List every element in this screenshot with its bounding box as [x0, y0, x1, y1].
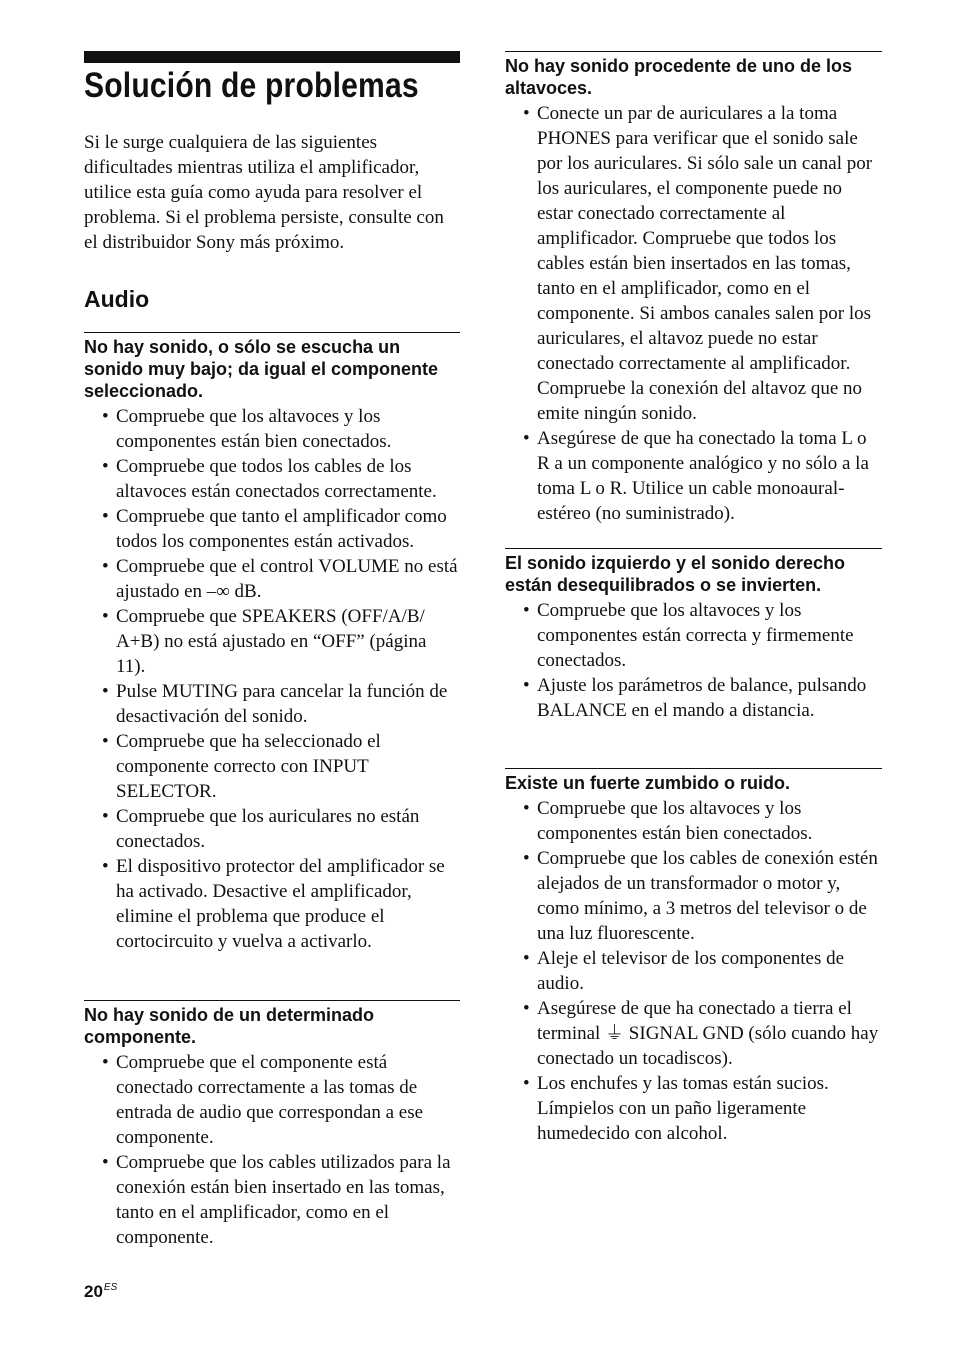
block-no-sound-component	[84, 1000, 460, 1250]
block-no-sound	[84, 332, 460, 954]
list-item: • Compruebe que los altavoces y los componentes están bien conectados.	[102, 406, 392, 452]
list-item: • Compruebe que los altavoces y los componentes están bien conectados.	[523, 798, 813, 844]
bullet-list	[505, 796, 882, 1146]
list-item: • Compruebe que ha seleccionado el componente correcto con INPUT SELECTOR.	[102, 731, 381, 802]
list-item: • Compruebe que los cables utilizados para la conexión están bien insertado en las tomas, tanto en el amplificador, como en el componente.	[102, 1152, 451, 1248]
list-item: • Ajuste los parámetros de balance, pulsando BALANCE en el mando a distancia.	[523, 675, 867, 721]
page-lang: ES	[103, 1282, 118, 1293]
block-heading: No hay sonido de un determinado componente.	[84, 1005, 375, 1047]
list-item: • Pulse MUTING para cancelar la función de desactivación del sonido.	[102, 681, 448, 727]
bullet-list	[505, 598, 882, 723]
bullet-list	[505, 101, 882, 526]
list-item: • Compruebe que SPEAKERS (OFF/A/B/ A+B) no está ajustado en “OFF” (página 11).	[102, 606, 427, 677]
list-item: • Compruebe que los altavoces y los componentes están correcta y firmemente conectados.	[523, 600, 854, 671]
intro-paragraph: Si le surge cualquiera de las siguientes dificultades mientras utiliza el amplificador, utilice esta guía como ayuda para resolver el problema. Si el problema persiste, consulte con el distribuidor Sony más próximo.	[84, 132, 444, 253]
page-title: Solución de problemas	[84, 66, 419, 105]
list-item: • Compruebe que el control VOLUME no está ajustado en –∞ dB.	[102, 556, 458, 602]
list-item: • Los enchufes y las tomas están sucios. Límpielos con un paño ligeramente humedecido con alcohol.	[523, 1073, 829, 1144]
page-number: $20^{ES}$	[84, 1282, 118, 1301]
block-hum	[505, 768, 882, 1146]
list-item: • Compruebe que tanto el amplificador como todos los componentes están activados.	[102, 506, 447, 552]
divider	[84, 1000, 460, 1001]
list-item: • Compruebe que los auriculares no están conectados.	[102, 806, 420, 852]
divider	[84, 332, 460, 333]
block-heading: No hay sonido procedente de uno de los altavoces.	[505, 56, 853, 98]
list-item: • Compruebe que el componente está conectado correctamente a las tomas de entrada de audio que correspondan a ese componente.	[102, 1052, 424, 1148]
block-heading: Existe un fuerte zumbido o ruido.	[505, 773, 791, 793]
block-heading: El sonido izquierdo y el sonido derecho están desequilibrados o se invierten.	[505, 553, 846, 595]
divider	[505, 548, 882, 549]
block-unbalanced	[505, 548, 882, 723]
list-item: • Compruebe que los cables de conexión estén alejados de un transformador o motor y, como mínimo, a 3 metros del televisor o de una luz fluorescente.	[523, 848, 878, 944]
block-heading: No hay sonido, o sólo se escucha un sonido muy bajo; da igual el componente seleccionado.	[84, 337, 439, 401]
title-bar	[84, 51, 460, 63]
list-item: • Compruebe que todos los cables de los altavoces están conectados correctamente.	[102, 456, 437, 502]
list-item: • El dispositivo protector del amplificador se ha activado. Desactive el amplificador, elimine el problema que produce el cortocircuito y vuelva a activarlo.	[102, 856, 445, 952]
list-item: • Conecte un par de auriculares a la toma PHONES para verificar que el sonido sale por los auriculares. Si sólo sale un canal por los auriculares, el componente puede no estar conectado correctamente al amplificador. Compruebe que todos los cables están bien insertados en las tomas, tanto en el amplificador, como en el componente. Si ambos canales salen por los auriculares, el altavoz puede no estar conectado correctamente al amplificador. Compruebe la conexión del altavoz que no emite ningún sonido.	[523, 103, 873, 424]
list-item: • Asegúrese de que ha conectado a tierra el terminal ⏚ SIGNAL GND (sólo cuando hay conectado un tocadiscos).	[523, 998, 879, 1069]
bullet-list	[84, 1050, 460, 1250]
list-item: • Asegúrese de que ha conectado la toma L o R a un componente analógico y no sólo a la toma L o R. Utilice un cable monoaural-estéreo (no suministrado).	[523, 428, 869, 524]
divider	[505, 51, 882, 52]
bullet-list	[84, 404, 460, 954]
block-no-sound-speakers	[505, 51, 882, 526]
list-item: • Aleje el televisor de los componentes de audio.	[523, 948, 845, 994]
divider	[505, 768, 882, 769]
section-title-audio: Audio	[84, 286, 150, 312]
